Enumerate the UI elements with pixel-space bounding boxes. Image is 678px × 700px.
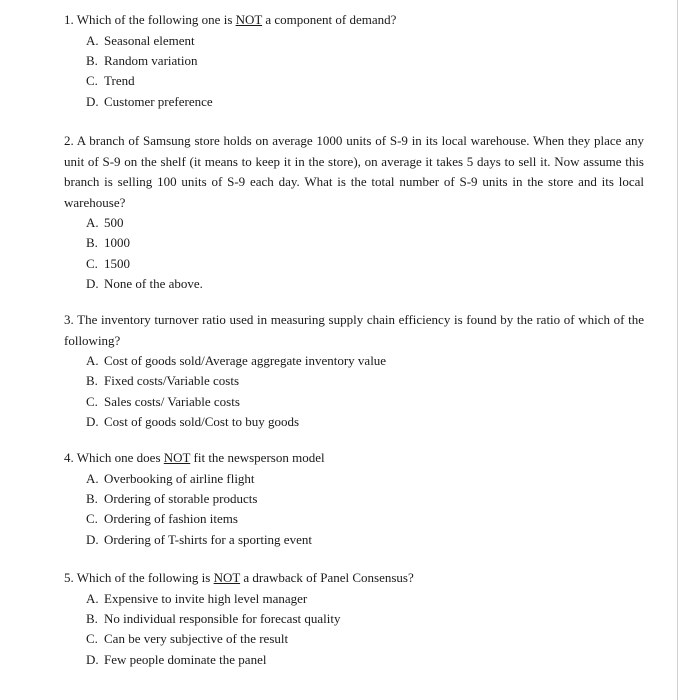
option-a: A. Overbooking of airline flight <box>86 470 255 486</box>
question-3-stem: 3. The inventory turnover ratio used in measuring supply chain efficiency is found by the ratio of which of the following? <box>64 312 644 348</box>
option-c: C. Can be very subjective of the result <box>86 631 289 647</box>
emphasis-not: NOT <box>163 450 191 465</box>
question-2-options <box>64 213 644 295</box>
question-2-stem: 2. A branch of Samsung store holds on average 1000 units of S-9 in its local warehouse. When they place any unit of S-9 on the shelf (it means to keep it in the store), on average it takes 5 days to sell it. Now assume this branch is selling 100 units of S-9 each day. What is the total number of S-9 units in the store and its local warehouse? <box>64 133 644 210</box>
question-2 <box>64 131 644 295</box>
question-5-stem: 5. Which of the following is NOT a drawback of Panel Consensus? <box>64 570 414 585</box>
question-3 <box>64 310 644 433</box>
question-5-options <box>64 589 644 671</box>
option-a: A. Expensive to invite high level manager <box>86 590 308 606</box>
option-c: C. Ordering of fashion items <box>86 511 238 527</box>
option-b: B. 1000 <box>86 235 130 251</box>
option-b: B. Random variation <box>86 52 198 68</box>
question-3-options <box>64 351 644 433</box>
option-d: D. Customer preference <box>86 93 213 109</box>
option-d: D. None of the above. <box>86 276 203 292</box>
question-1 <box>64 10 644 112</box>
question-1-stem: 1. Which of the following one is NOT a component of demand? <box>64 12 397 27</box>
option-a: A. 500 <box>86 215 124 230</box>
option-a: A. Seasonal element <box>86 32 195 48</box>
option-d: D. Few people dominate the panel <box>86 651 267 667</box>
emphasis-not: NOT <box>213 570 241 585</box>
option-b: B. Fixed costs/Variable costs <box>86 373 240 389</box>
option-c: C. Sales costs/ Variable costs <box>86 393 240 409</box>
option-b: B. Ordering of storable products <box>86 490 258 506</box>
emphasis-not: NOT <box>235 12 263 27</box>
option-a: A. Cost of goods sold/Average aggregate inventory value <box>86 353 387 368</box>
question-4-stem: 4. Which one does NOT fit the newsperson model <box>64 450 325 465</box>
option-d: D. Ordering of T-shirts for a sporting event <box>86 531 312 547</box>
option-c: C. 1500 <box>86 255 130 271</box>
option-b: B. No individual responsible for forecast quality <box>86 610 341 626</box>
question-4-options <box>64 469 644 551</box>
question-4 <box>64 448 644 550</box>
option-c: C. Trend <box>86 73 135 89</box>
question-5 <box>64 568 644 670</box>
question-1-options <box>64 31 644 113</box>
option-d: D. Cost of goods sold/Cost to buy goods <box>86 414 300 430</box>
